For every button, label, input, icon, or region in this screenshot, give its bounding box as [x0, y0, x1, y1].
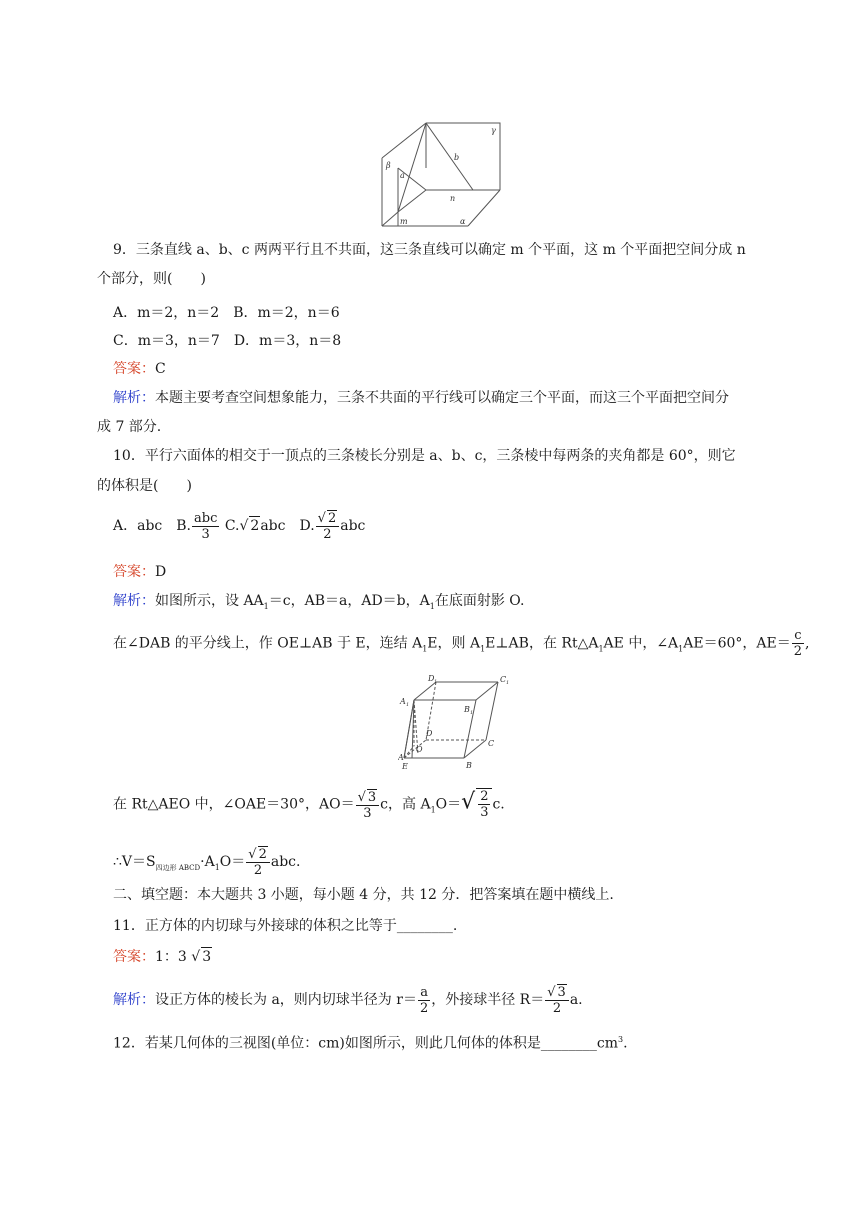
- text: a.: [569, 992, 583, 1008]
- fig2-B1: B: [464, 705, 470, 714]
- q11-line1: 11．正方体的内切球与外接球的体积之比等于________.: [113, 918, 458, 934]
- q9-answer: [113, 360, 166, 378]
- q10-options: A．abc B. $\frac{\text{abc}}{3}$ C.√ 2abc D. $\frac{√ 2}{2}$ abc: [113, 510, 366, 542]
- text: 如图所示，设 AA: [155, 593, 264, 609]
- q11-analysis: [113, 984, 583, 1016]
- frac: $\frac{√ 3}{2}$: [545, 984, 569, 1016]
- text: AE 中，∠A: [603, 635, 679, 652]
- text: 在∠DAB 的平分线上，作 OE⊥AB 于 E，连结 A: [113, 635, 423, 652]
- text: ＝c，AB＝a，AD＝b，A: [268, 593, 430, 609]
- answer-value: 1：3: [155, 949, 192, 965]
- text: ，外接球半径 R＝: [431, 992, 545, 1008]
- q9-line1: 9．三条直线 a、b、c 两两平行且不共面，这三条直线可以确定 m 个平面，这 m 个平面把空间分成 n: [113, 242, 746, 258]
- text: E，则 A: [427, 635, 481, 652]
- fig2-D1-sub: 1: [434, 679, 438, 685]
- frac-den: 2: [253, 863, 263, 878]
- fig1-beta: β: [386, 161, 391, 170]
- frac-den: 3: [480, 805, 489, 820]
- sqrt-radicand: 2: [250, 518, 260, 534]
- frac: [418, 985, 430, 1016]
- text: AE＝60°，AE＝: [683, 635, 791, 652]
- fig2-B: B: [466, 761, 472, 770]
- sub: 1: [480, 644, 486, 654]
- fig2-A: A: [398, 753, 404, 762]
- q9-line2: 个部分，则( ): [97, 271, 206, 287]
- sub: 1: [598, 644, 604, 654]
- sub: 1: [263, 601, 269, 611]
- q10-opt-d-frac: $\frac{√ 2}{2}$: [316, 510, 340, 542]
- frac-den: 2: [552, 1001, 562, 1016]
- text: 12．若某几何体的三视图(单位：cm)如图所示，则此几何体的体积是________cm: [113, 1035, 618, 1052]
- q10-answer: [113, 563, 166, 581]
- analysis-label: 解析：: [113, 593, 155, 609]
- text: c，高 A: [380, 796, 431, 813]
- frac-num: c: [794, 628, 802, 643]
- fig2-A1-sub: 1: [406, 702, 410, 708]
- q10-line-rt: 在 Rt△AEO 中，∠OAE＝30°，AO＝ $\frac{√ 3}{3}$ c，高 $A_1O=√$ $\frac{2}{3}$ c.: [113, 789, 505, 821]
- q10-line-v: [113, 846, 300, 878]
- q12-line1: [113, 1031, 628, 1053]
- text: E⊥AB，在 Rt△A: [485, 635, 599, 652]
- frac-num: 2: [327, 511, 337, 526]
- text: 在 Rt△AEO 中，∠OAE＝30°，AO＝: [113, 796, 355, 813]
- fig2-O: O: [416, 745, 423, 754]
- fig2-D1: D: [428, 674, 435, 683]
- parallelepiped-figure: [398, 672, 514, 770]
- frac-den: 3: [363, 805, 372, 821]
- analysis-text: 本题主要考查空间想象能力，三条不共面的平行线可以确定三个平面，而这三个平面把空间分: [155, 390, 729, 406]
- q10-line2: 的体积是( ): [97, 478, 192, 494]
- frac-num: 3: [367, 789, 377, 805]
- section-2-heading: 二、填空题：本大题共 3 小题，每小题 4 分，共 12 分．把答案填在题中横线上.: [113, 887, 614, 903]
- sub: 1: [430, 805, 436, 815]
- answer-label: 答案：: [113, 949, 155, 965]
- answer-value: D: [155, 564, 167, 580]
- answer-label: 答案：: [113, 564, 155, 580]
- text: 设正方体的棱长为 a，则内切球半径为 r＝: [155, 992, 417, 1008]
- q10-opt-c: C.: [224, 518, 240, 534]
- frac: [792, 628, 804, 659]
- q10-line1: 10．平行六面体的相交于一顶点的三条棱长分别是 a、b、c，三条棱中每两条的夹角都是 60°，则它: [113, 448, 736, 464]
- fig2-C1-sub: 1: [506, 680, 510, 686]
- fig2-C: C: [488, 739, 495, 748]
- text: ,: [805, 635, 810, 652]
- frac-num: 2: [258, 847, 267, 862]
- frac-den: 3: [201, 526, 210, 542]
- text: abc.: [270, 854, 301, 870]
- sub: 1: [429, 601, 435, 611]
- frac-den: 2: [323, 527, 332, 542]
- sqrt-radicand: 3: [202, 949, 212, 965]
- sub: 1: [422, 644, 428, 654]
- q11-answer: 答案：1：3 √ 3: [113, 949, 212, 965]
- q9-options-ab: A．m＝2，n＝2 B．m＝2，n＝6: [113, 305, 340, 321]
- fig2-A1: A: [400, 697, 406, 706]
- frac-den: 2: [793, 644, 803, 659]
- fig1-alpha: α: [460, 217, 466, 226]
- fig1-gamma: γ: [491, 126, 496, 135]
- text: .: [623, 1035, 628, 1052]
- sub: 1: [214, 862, 220, 872]
- text: O＝: [219, 854, 246, 870]
- frac: [478, 789, 490, 820]
- q9-options-cd: C．m＝3，n＝7 D．m＝3，n＝8: [113, 333, 342, 349]
- analysis-label: 解析：: [113, 390, 155, 406]
- fig1-b: b: [454, 153, 460, 162]
- frac-num: 2: [480, 789, 489, 804]
- fig2-C1: C: [500, 675, 507, 684]
- fig2-E: E: [402, 762, 408, 770]
- q10-opt-d-post: abc: [340, 518, 366, 534]
- frac: $\frac{√ 2}{2}$: [246, 846, 270, 878]
- fig2-D: D: [426, 729, 433, 738]
- fig2-B1-sub: 1: [470, 710, 474, 716]
- planes-figure: [378, 118, 504, 230]
- analysis-label: 解析：: [113, 992, 155, 1008]
- q10-opt-c-post: abc D.: [260, 518, 315, 534]
- sub: 1: [678, 644, 684, 654]
- q9-analysis1: [113, 389, 729, 407]
- frac: $\frac{√ 3}{3}$: [356, 789, 380, 821]
- answer-value: C: [155, 361, 166, 377]
- q10-analysis1: [113, 592, 524, 616]
- answer-label: 答案：: [113, 361, 155, 377]
- fig1-n: n: [450, 194, 456, 203]
- frac-den: 2: [419, 1000, 429, 1016]
- q10-opt-a: A．abc B.: [113, 518, 191, 534]
- text: 在底面射影 O.: [434, 593, 525, 609]
- text: ∴V＝S: [113, 854, 156, 870]
- sub: 四边形 ABCD: [155, 863, 201, 872]
- sup: 3: [617, 1035, 624, 1044]
- text: O＝: [435, 796, 462, 813]
- frac-num: abc: [194, 510, 218, 526]
- frac-num: 3: [557, 985, 566, 1000]
- q10-opt-b-frac: [192, 511, 219, 542]
- text: ·A: [200, 854, 215, 870]
- text: c.: [492, 796, 505, 813]
- fig1-m: m: [400, 217, 408, 226]
- q10-line-oe: [113, 628, 809, 659]
- fig1-a: a: [400, 171, 405, 180]
- frac-num: a: [420, 984, 428, 1000]
- q9-analysis2: 成 7 部分.: [97, 419, 162, 435]
